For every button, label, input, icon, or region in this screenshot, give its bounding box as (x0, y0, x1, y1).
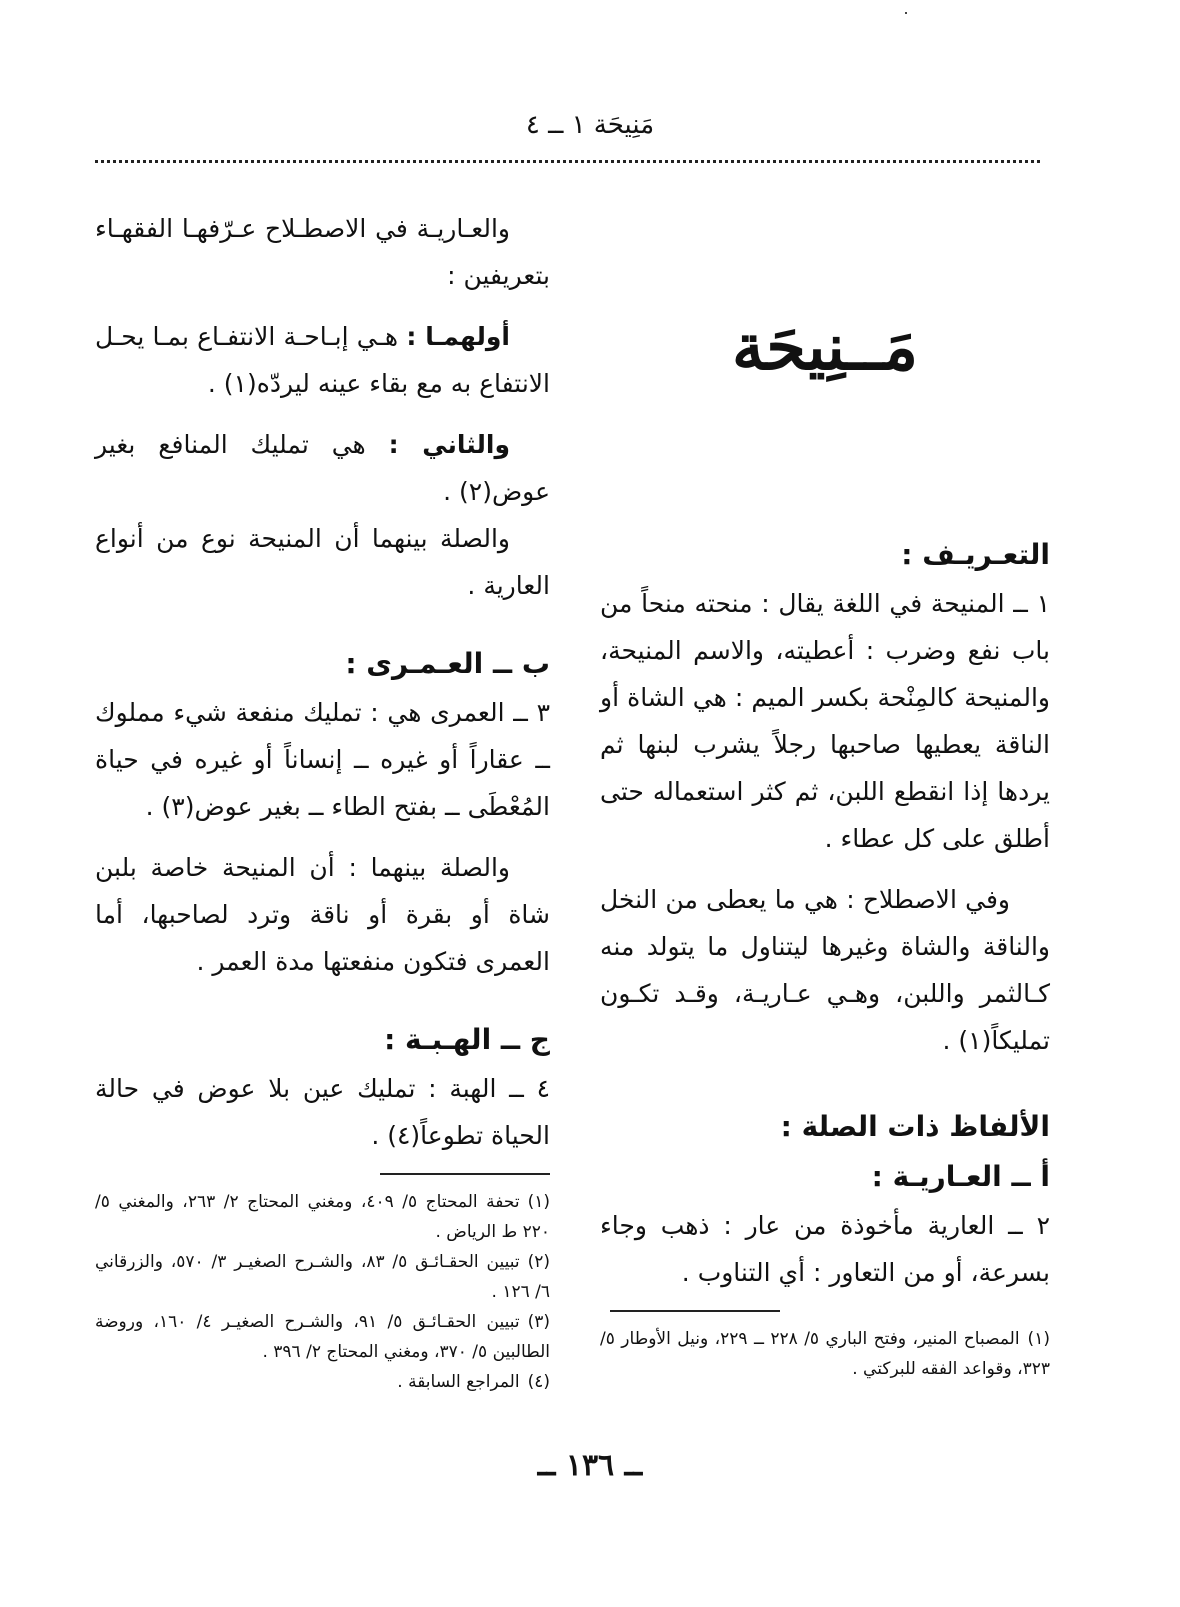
footnote (95, 1247, 550, 1307)
header-dotted-rule (95, 160, 1040, 163)
second-definition-text: هي تمليك المنافع بغير عوض(٢) . (95, 430, 550, 506)
footnote-text: تحفة المحتاج ٥/ ٤٠٩، ومغني المحتاج ٢/ ٢٦٣، والمغني ٥/ ٢٢٠ ط الرياض . (95, 1192, 550, 1242)
footnote-text: تبيين الحقـائـق ٥/ ٩١، والشـرح الصغيـر ٤/ ١٦٠، وروضة الطالبين ٥/ ٣٧٠، ومغني المحتاج ٢/ ٣٩٦ . (95, 1312, 550, 1362)
footnote (600, 1324, 1050, 1384)
footnote (95, 1307, 550, 1367)
related-terms-heading: الألفاظ ذات الصلة : (780, 1110, 1050, 1143)
footnote-separator (380, 1173, 550, 1175)
footnote-number: (٤) (527, 1372, 550, 1392)
relation-paragraph: والصلة بينهما أن المنيحة نوع من أنواع العارية . (95, 524, 550, 600)
second-definition-lead: والثاني : (388, 430, 510, 459)
footnote-number: (٣) (527, 1312, 550, 1332)
page-number: ــ ١٣٦ ــ (537, 1448, 643, 1483)
first-definition (95, 313, 550, 407)
ariya-heading: أ ــ العـاريـة : (871, 1160, 1050, 1193)
footnote (95, 1187, 550, 1247)
footnote-text: تبيين الحقـائـق ٥/ ٨٣، والشـرح الصغيـر ٣/ ٥٧٠، والزرقاني ٦/ ١٢٦ . (95, 1252, 550, 1302)
running-header: مَنِيحَة ١ ــ ٤ (525, 110, 655, 140)
first-definition-lead: أولهمـا : (406, 322, 510, 351)
footnote-text: المراجع السابقة . (397, 1372, 520, 1392)
footnote-separator (610, 1310, 780, 1312)
article-title: مَــنِيحَة (731, 310, 919, 385)
ariya-definition-intro: والعـاريـة في الاصطـلاح عـرّفهـا الفقهـاء بتعريفين : (95, 214, 550, 290)
footnote (95, 1367, 550, 1397)
footnote-text: المصباح المنير، وفتح الباري ٥/ ٢٢٨ ــ ٢٢٩، ونيل الأوطار ٥/ ٣٢٣، وقواعد الفقه للبركتي . (600, 1329, 1050, 1379)
umra-heading: ب ــ العـمـرى : (345, 647, 550, 680)
definition-heading: التعـريـف : (901, 538, 1050, 571)
right-column (600, 530, 1050, 1384)
umra-relation-paragraph: والصلة بينهما : أن المنيحة خاصة بلبن شاة أو بقرة أو ناقة وترد لصاحبها، أما العمرى فتكون منفعتها مدة العمر . (95, 853, 550, 976)
hiba-paragraph: ٤ ــ الهبة : تمليك عين بلا عوض في حالة الحياة تطوعاً(٤) . (95, 1074, 550, 1150)
footnote-number: (١) (527, 1192, 550, 1212)
definition-paragraph-2: وفي الاصطلاح : هي ما يعطى من النخل والناقة والشاة وغيرها ليتناول ما يتولد منه كـالثمر واللبن، وهـي عـاريـة، وقـد تكـون تمليكاً(١) . (600, 885, 1050, 1055)
hiba-heading: ج ــ الهـبـة : (384, 1023, 550, 1056)
definition-paragraph-1: ١ ــ المنيحة في اللغة يقال : منحته منحاً من باب نفع وضرب : أعطيته، والاسم المنيحة، والمنيحة كالمِنْحة بكسر الميم : هي الشاة أو الناقة يعطيها صاحبها رجلاً يشرب لبنها ثم يردها إذا انقطع اللبن، ثم كثر استعماله حتى أطلق على كل عطاء . (600, 589, 1050, 853)
footnote-number: (٢) (527, 1252, 550, 1272)
second-definition (95, 421, 550, 515)
first-definition-text: هـي إبـاحـة الانتفـاع بمـا يحـل الانتفاع به مع بقاء عينه ليردّه(١) . (95, 322, 550, 398)
footnote-number: (١) (1027, 1329, 1050, 1349)
scan-speck (905, 12, 907, 14)
umra-paragraph: ٣ ــ العمرى هي : تمليك منفعة شيء مملوك ــ عقاراً أو غيره ــ إنساناً أو غيره في حياة المُعْطَى ــ بفتح الطاء ــ بغير عوض(٣) . (95, 698, 550, 821)
left-column (95, 205, 550, 1397)
ariya-paragraph: ٢ ــ العارية مأخوذة من عار : ذهب وجاء بسرعة، أو من التعاور : أي التناوب . (600, 1211, 1050, 1287)
